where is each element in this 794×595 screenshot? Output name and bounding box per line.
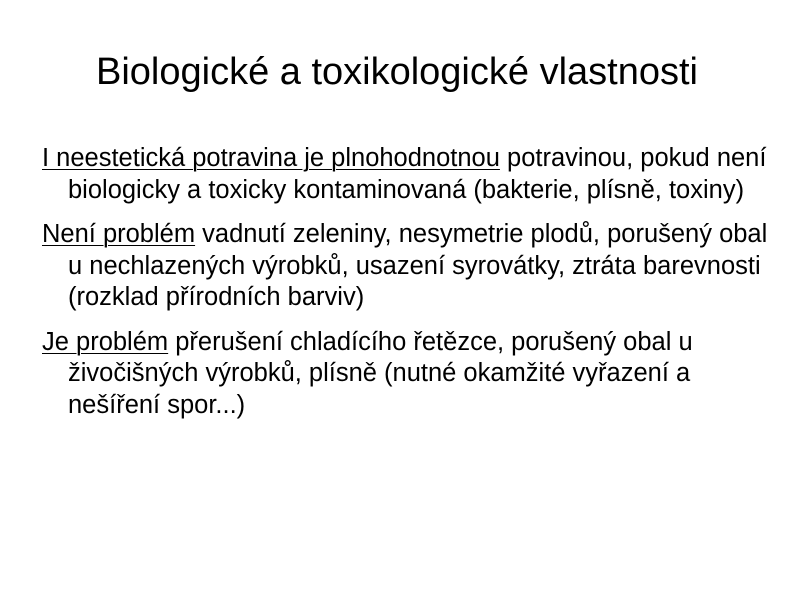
paragraph-keyword: I neestetická potravina je plnohodnotnou <box>42 144 500 172</box>
paragraph-keyword: Je problém <box>42 327 169 356</box>
paragraph-aesthetic <box>42 143 772 206</box>
slide-body <box>42 143 772 434</box>
slide-title: Biologické a toxikologické vlastnosti <box>96 51 698 93</box>
paragraph-not-a-problem <box>42 219 772 314</box>
paragraph-text: přerušení chladícího řetězce, porušený obal u živočišných výrobků, plísně (nutné okamžité vyřazení a nešíření spor...) <box>68 327 693 419</box>
paragraph-text: potravinou, pokud není biologicky a toxicky kontaminovaná (bakterie, plísně, toxiny) <box>68 144 767 204</box>
paragraph-text: vadnutí zeleniny, nesymetrie plodů, porušený obal u nechlazených výrobků, usazení syrovátky, ztráta barevnosti (rozklad přírodních barviv) <box>68 220 768 311</box>
paragraph-keyword: Není problém <box>42 220 196 248</box>
paragraph-is-a-problem <box>42 327 772 422</box>
